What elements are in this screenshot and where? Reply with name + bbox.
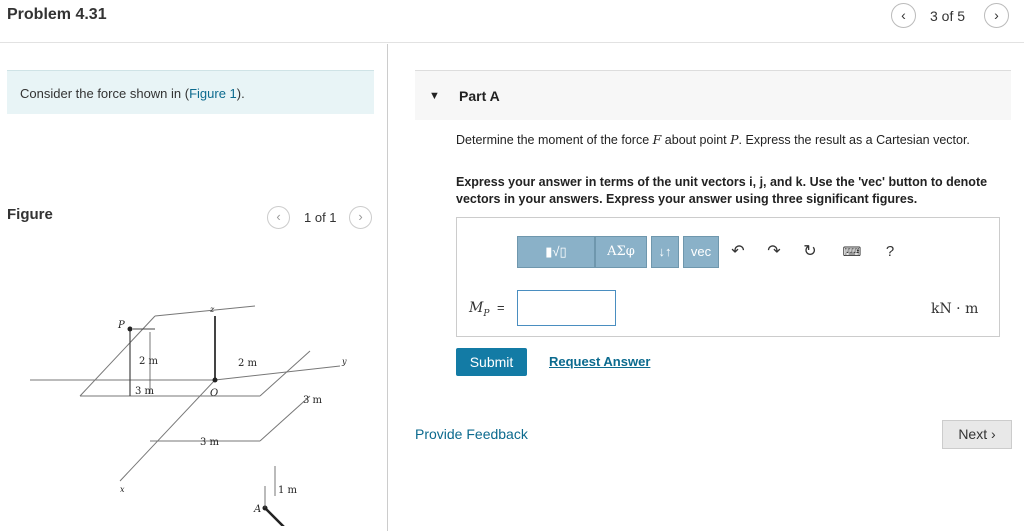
- left-panel: [0, 44, 388, 531]
- help-icon[interactable]: ?: [885, 243, 895, 260]
- next-button-label: Next: [958, 426, 988, 442]
- next-problem-button[interactable]: [984, 3, 1009, 28]
- undo-icon[interactable]: ↶: [731, 243, 745, 260]
- point-p: [128, 327, 133, 332]
- submit-button[interactable]: Submit: [456, 348, 527, 376]
- chevron-left-icon: ‹: [276, 209, 281, 224]
- intro-text-after: ).: [236, 86, 245, 101]
- previous-problem-button[interactable]: [891, 3, 916, 28]
- problem-title: Problem 4.31: [7, 6, 107, 23]
- figure-pager: 1 of 1: [304, 210, 337, 225]
- question-mid: about point: [661, 133, 731, 147]
- keyboard-icon[interactable]: ⌨: [842, 244, 862, 259]
- figure-link[interactable]: Figure 1: [189, 86, 237, 101]
- ground-diag-right: [260, 351, 310, 396]
- figure-heading: Figure: [7, 206, 53, 223]
- dim-3m-lower: 3 m: [200, 437, 220, 448]
- chevron-right-icon: ›: [994, 7, 999, 23]
- answer-equals: =: [497, 300, 505, 315]
- dim-2m-vertical: 2 m: [139, 356, 159, 367]
- question-suffix: . Express the result as a Cartesian vector.: [738, 133, 970, 147]
- force-figure: [20, 256, 360, 526]
- redo-icon[interactable]: ↷: [767, 243, 781, 260]
- answer-box: [456, 217, 1000, 337]
- figure-prev-button[interactable]: [267, 206, 290, 229]
- right-panel: [389, 44, 1024, 531]
- answer-label: $M_P$: [469, 300, 490, 319]
- intro-text-before: Consider the force shown in (: [20, 86, 190, 101]
- force-arrow: [265, 508, 303, 526]
- label-a: A: [254, 504, 262, 515]
- dim-3m-diag: 3 m: [303, 395, 323, 406]
- arrows-button[interactable]: ↓↑: [651, 236, 679, 268]
- dim-1m: 1 m: [278, 485, 298, 496]
- question-p: P: [730, 132, 739, 147]
- chevron-left-icon: ‹: [901, 7, 906, 23]
- instruction-text: Express your answer in terms of the unit vectors i, j, and k. Use the 'vec' button to denote vectors in your answers. Express your answer using three significant figures.: [456, 175, 988, 206]
- part-title: Part A: [459, 88, 500, 104]
- question-text: [456, 131, 996, 149]
- chevron-right-icon: ›: [358, 209, 363, 224]
- label-p: P: [118, 320, 125, 331]
- templates-button[interactable]: ▮√▯: [517, 236, 595, 268]
- label-y: y: [342, 357, 347, 366]
- problem-pager: 3 of 5: [930, 8, 966, 24]
- caret-down-icon: ▼: [429, 90, 440, 102]
- figure-next-button[interactable]: [349, 206, 372, 229]
- question-f: F: [652, 132, 662, 147]
- reset-icon[interactable]: ↻: [803, 243, 817, 260]
- ground-top-edge: [155, 306, 255, 316]
- problem-header: [0, 0, 1024, 43]
- unit-label: kN · m: [931, 301, 979, 317]
- request-answer-link[interactable]: Request Answer: [549, 354, 651, 369]
- vec-button[interactable]: vec: [683, 236, 719, 268]
- label-x: x: [120, 485, 125, 494]
- point-o: [213, 378, 218, 383]
- label-o: O: [210, 388, 219, 399]
- label-z: z: [210, 305, 215, 314]
- intro-box: [7, 70, 374, 114]
- question-prefix: Determine the moment of the force: [456, 133, 653, 147]
- provide-feedback-link[interactable]: Provide Feedback: [415, 426, 528, 442]
- dim-2m-diag: 2 m: [238, 358, 258, 369]
- answer-input[interactable]: [517, 290, 616, 326]
- greek-symbols-button[interactable]: ΑΣφ: [595, 236, 647, 268]
- chevron-right-icon: ›: [991, 426, 996, 442]
- dim-3m-left: 3 m: [135, 386, 155, 397]
- part-a-header[interactable]: [415, 70, 1011, 120]
- axis-y-line: [215, 366, 340, 380]
- next-button[interactable]: [942, 420, 1012, 449]
